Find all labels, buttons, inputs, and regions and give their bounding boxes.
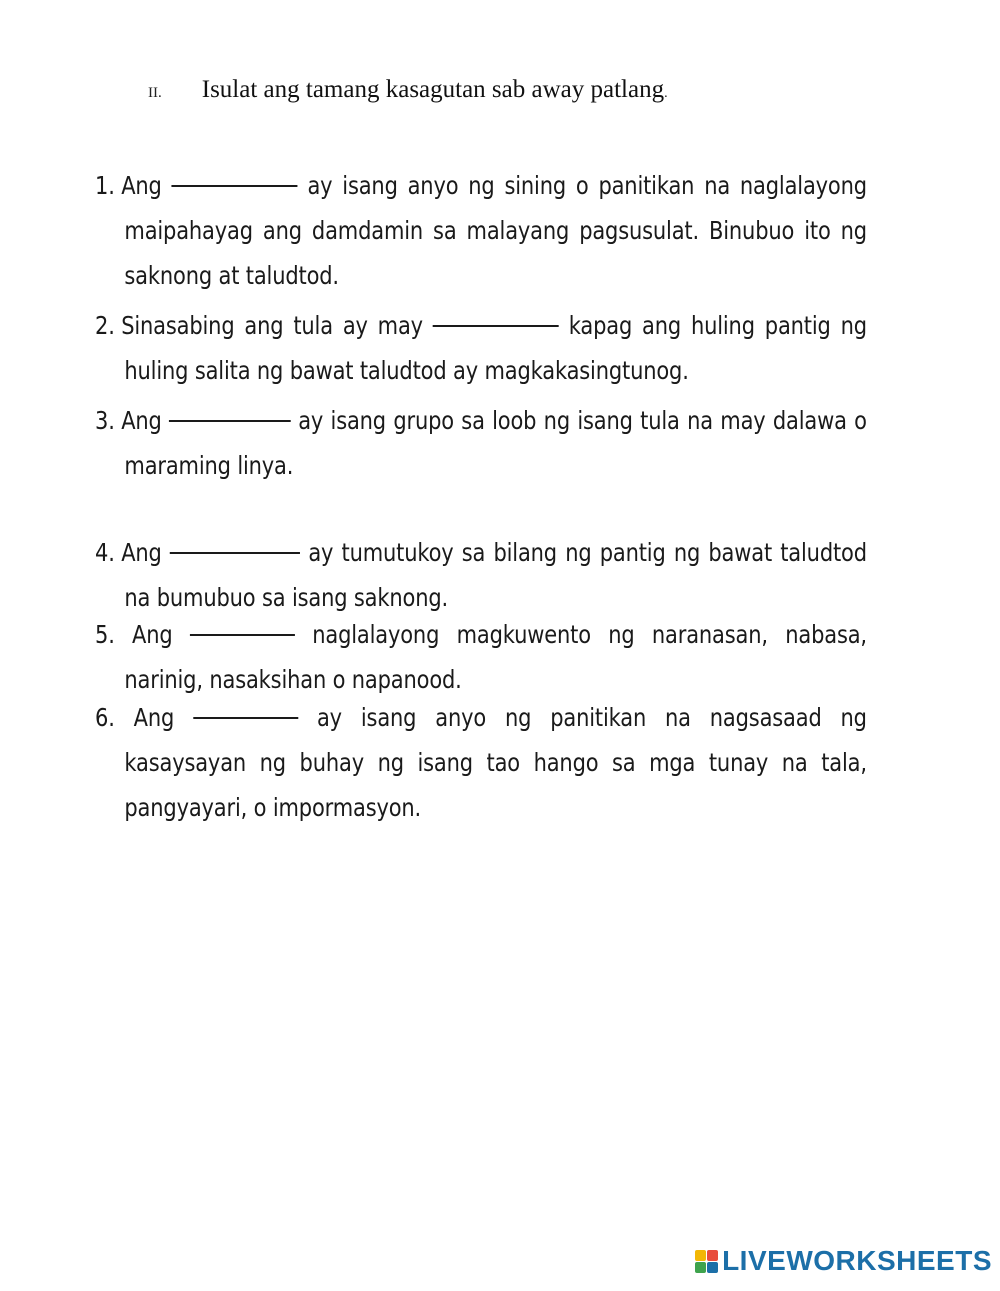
question-line <box>95 695 867 740</box>
section-number: II. <box>148 85 162 101</box>
question-word: ng <box>468 171 495 200</box>
question-word: nabasa, <box>785 620 867 649</box>
question-word: huling <box>690 311 755 340</box>
question-word: ang <box>642 311 682 340</box>
question-word: sa <box>433 216 457 245</box>
question-word: buhay <box>299 748 364 777</box>
question-word: ay <box>298 406 324 435</box>
question-word: dalawa <box>772 406 847 435</box>
logo-grid-icon <box>695 1250 718 1273</box>
question-word: o <box>854 406 867 435</box>
question-word: 6. <box>95 703 115 732</box>
question-word: tumutukoy <box>341 538 454 567</box>
question-word: isang <box>330 406 386 435</box>
question-line <box>95 303 867 348</box>
question-word: saknong at taludtod. <box>124 261 339 290</box>
question-word: 5. <box>95 620 115 649</box>
question-word: kapag <box>568 311 633 340</box>
question-word: ng <box>504 703 532 732</box>
question-line <box>95 163 867 208</box>
question-word: 1. Ang <box>95 171 162 200</box>
question-word: na <box>704 171 731 200</box>
question-word: ng <box>840 216 867 245</box>
question-word: grupo <box>393 406 454 435</box>
question-word: ng <box>543 406 570 435</box>
question-word: ng <box>608 620 635 649</box>
question-word: ng <box>259 748 286 777</box>
answer-blank[interactable] <box>193 695 298 719</box>
question-5 <box>95 612 867 702</box>
question-word: ng <box>840 703 867 732</box>
question-3 <box>95 398 867 488</box>
question-word: hango <box>533 748 599 777</box>
question-word: may <box>720 406 766 435</box>
question-word: naglalayong <box>739 171 867 200</box>
answer-blank[interactable] <box>169 398 291 422</box>
question-word: narinig, nasaksihan o napanood. <box>124 665 462 694</box>
question-word: loob <box>492 406 537 435</box>
question-word: Ang <box>132 620 173 649</box>
question-word: Ang <box>133 703 175 732</box>
question-word: huling salita ng bawat taludtod ay magkakasingtunog. <box>124 356 689 385</box>
question-word: ay <box>308 538 334 567</box>
question-4 <box>95 530 867 620</box>
question-word: tao <box>486 748 520 777</box>
question-word: maipahayag <box>124 216 253 245</box>
question-word: sa <box>612 748 636 777</box>
question-word: ng <box>565 538 592 567</box>
liveworksheets-logo <box>695 1245 992 1277</box>
question-word: Binubuo <box>709 216 795 245</box>
instruction-heading <box>148 76 668 104</box>
answer-blank[interactable] <box>190 612 295 636</box>
question-6 <box>95 695 867 830</box>
answer-blank[interactable] <box>170 530 300 554</box>
question-word: anyo <box>407 171 459 200</box>
question-line <box>95 348 867 393</box>
question-word: o <box>575 171 589 200</box>
question-word: naranasan, <box>651 620 768 649</box>
question-word: na <box>781 748 808 777</box>
question-word: ang <box>244 311 284 340</box>
question-line <box>95 785 867 830</box>
question-word: anyo <box>435 703 487 732</box>
question-word: ang <box>262 216 302 245</box>
question-2 <box>95 303 867 393</box>
question-word: kasaysayan <box>124 748 247 777</box>
question-word: isang <box>360 703 417 732</box>
question-word: sa <box>461 538 486 567</box>
question-word: pagsusulat. <box>579 216 699 245</box>
question-word: ay <box>307 171 333 200</box>
question-word: panitikan <box>550 703 647 732</box>
question-word: damdamin <box>311 216 424 245</box>
question-word: ng <box>840 311 867 340</box>
question-word: pantig <box>599 538 666 567</box>
question-word: naglalayong <box>312 620 440 649</box>
question-word: ay <box>316 703 342 732</box>
question-word: sa <box>461 406 485 435</box>
question-word: na <box>687 406 713 435</box>
question-word: pantig <box>764 311 831 340</box>
question-word: ng <box>377 748 404 777</box>
question-word: tula <box>640 406 680 435</box>
question-word: ay <box>342 311 368 340</box>
question-line <box>95 740 867 785</box>
question-word: taludtod <box>780 538 867 567</box>
question-word: tala, <box>821 748 867 777</box>
question-word: malayang <box>466 216 570 245</box>
question-line <box>95 398 867 443</box>
question-1 <box>95 163 867 298</box>
question-word: ito <box>804 216 831 245</box>
brand-name: LIVEWORKSHEETS <box>722 1245 992 1276</box>
question-line <box>95 253 867 298</box>
answer-blank[interactable] <box>172 163 298 187</box>
answer-blank[interactable] <box>433 303 559 327</box>
question-word: bawat <box>708 538 773 567</box>
question-word: 3. Ang <box>95 406 162 435</box>
question-line <box>95 612 867 657</box>
question-line <box>95 443 867 488</box>
question-line <box>95 530 867 575</box>
question-word: magkuwento <box>456 620 591 649</box>
question-word: bilang <box>493 538 557 567</box>
question-word: may <box>377 311 423 340</box>
question-word: na bumubuo sa isang saknong. <box>124 583 449 612</box>
question-word: 2. Sinasabing <box>95 311 235 340</box>
question-word: isang <box>417 748 473 777</box>
question-word: isang <box>342 171 398 200</box>
question-word: 4. Ang <box>95 538 162 567</box>
question-word: na <box>665 703 691 732</box>
question-word: mga <box>649 748 696 777</box>
question-word: isang <box>577 406 633 435</box>
question-word: ng <box>673 538 701 567</box>
question-word: tunay <box>708 748 769 777</box>
question-word: nagsasaad <box>709 703 822 732</box>
question-word: panitikan <box>598 171 695 200</box>
question-line <box>95 208 867 253</box>
question-word: sining <box>504 171 567 200</box>
question-word: pangyayari, o impormasyon. <box>124 793 422 822</box>
question-word: maraming linya. <box>124 451 294 480</box>
question-word: tula <box>293 311 333 340</box>
instruction-text: Isulat ang tamang kasagutan sab away patlang. <box>201 76 668 103</box>
